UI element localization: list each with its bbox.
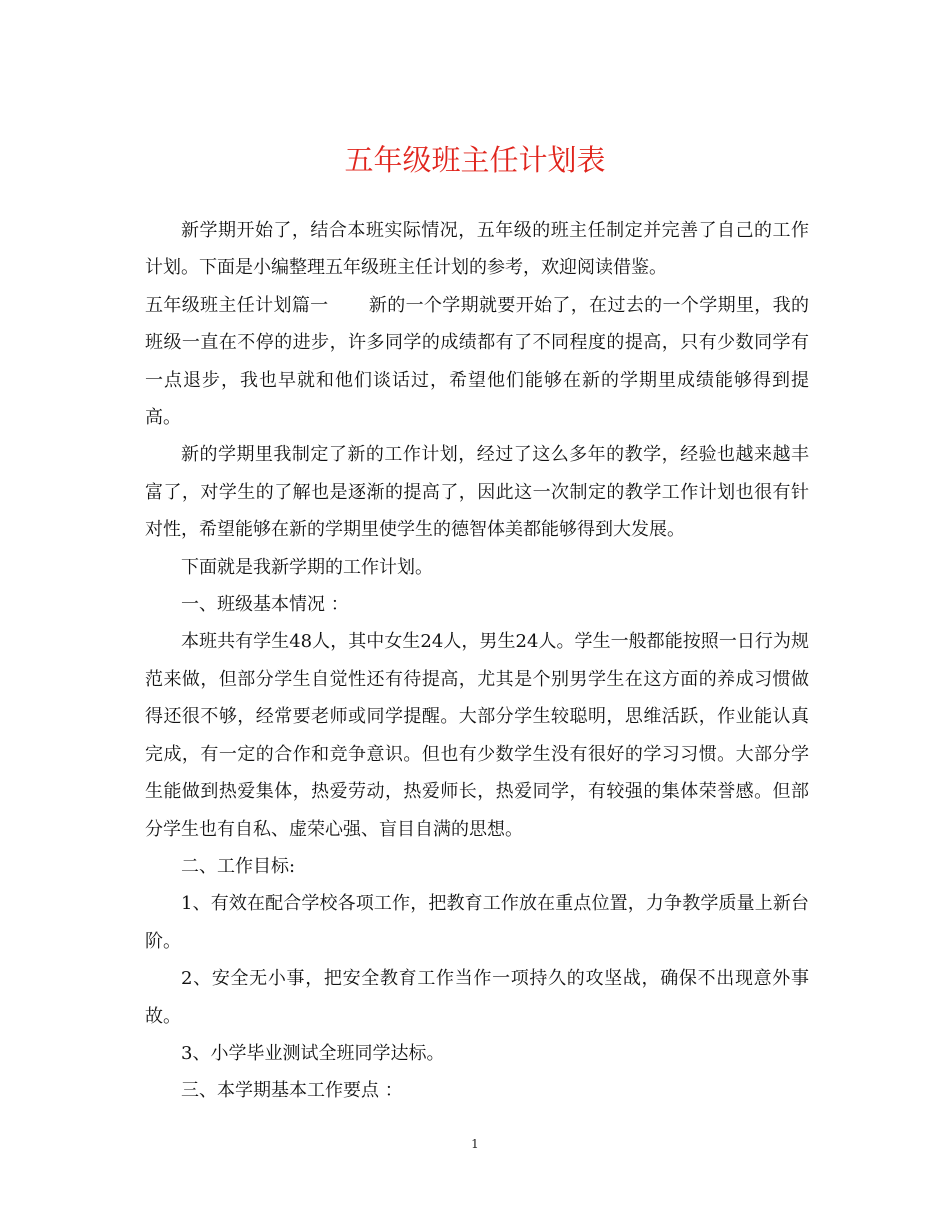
heading-work-points: 三、本学期基本工作要点 ： (181, 1080, 403, 1102)
document-title: 五年级班主任计划表 (344, 143, 606, 177)
intro-paragraph: 新学期开始了，结合本班实际情况，五年级的班主任制定并完善了自己的工作计划。下面是小编整理五年级班主任计划的参考，欢迎阅读借鉴。 (145, 220, 809, 279)
goal-item-3: 3、小学毕业测试全班同学达标。 (181, 1042, 445, 1064)
heading-work-goals: 二、工作目标: (181, 855, 296, 877)
following-paragraph: 下面就是我新学期的工作计划。 (181, 556, 433, 578)
class-info-paragraph: 本班共有学生48人，其中女生24人，男生24人。学生一般都能按照一日行为规范来做，但部分学生自觉性还有待提高，尤其是个别男学生在这方面的养成习惯做得还很不够，经常要老师或同学提醒。大部分学生较聪明，思维活跃，作业能认真完成，有一定的合作和竞争意识。但也有少数学生没有很好的学习习惯。大部分学生能做到热爱集体，热爱劳动，热爱师长，热爱同学，有较强的集体荣誉感。但部分学生也有自私、虚荣心强、盲目自满的思想。 (145, 631, 809, 840)
plan-paragraph: 新的学期里我制定了新的工作计划，经过了这么多年的教学，经验也越来越丰富了，对学生的了解也是逐渐的提高了，因此这一次制定的教学工作计划也很有针对性，希望能够在新的学期里使学生的德智体美都能够得到大发展。 (145, 444, 809, 541)
page-number: 1 (471, 1137, 479, 1151)
heading-class-situation: 一、班级基本情况 ： (181, 594, 349, 616)
section-one-paragraph (145, 287, 809, 437)
section-one-text: 新的一个学期就要开始了，在过去的一个学期里，我的班级一直在不停的进步，许多同学的成绩都有了不同程度的提高，只有少数同学有一点退步，我也早就和他们谈话过，希望他们能够在新的学期里成绩能够得到提高。 (145, 294, 809, 429)
goal-item-1: 1、有效在配合学校各项工作，把教育工作放在重点位置，力争教学质量上新台阶。 (145, 893, 809, 952)
goal-item-2: 2、安全无小事，把安全教育工作当作一项持久的攻坚战，确保不出现意外事故。 (145, 968, 809, 1027)
section-one-label: 五年级班主任计划篇一 (145, 294, 329, 316)
document-body (145, 212, 809, 1110)
